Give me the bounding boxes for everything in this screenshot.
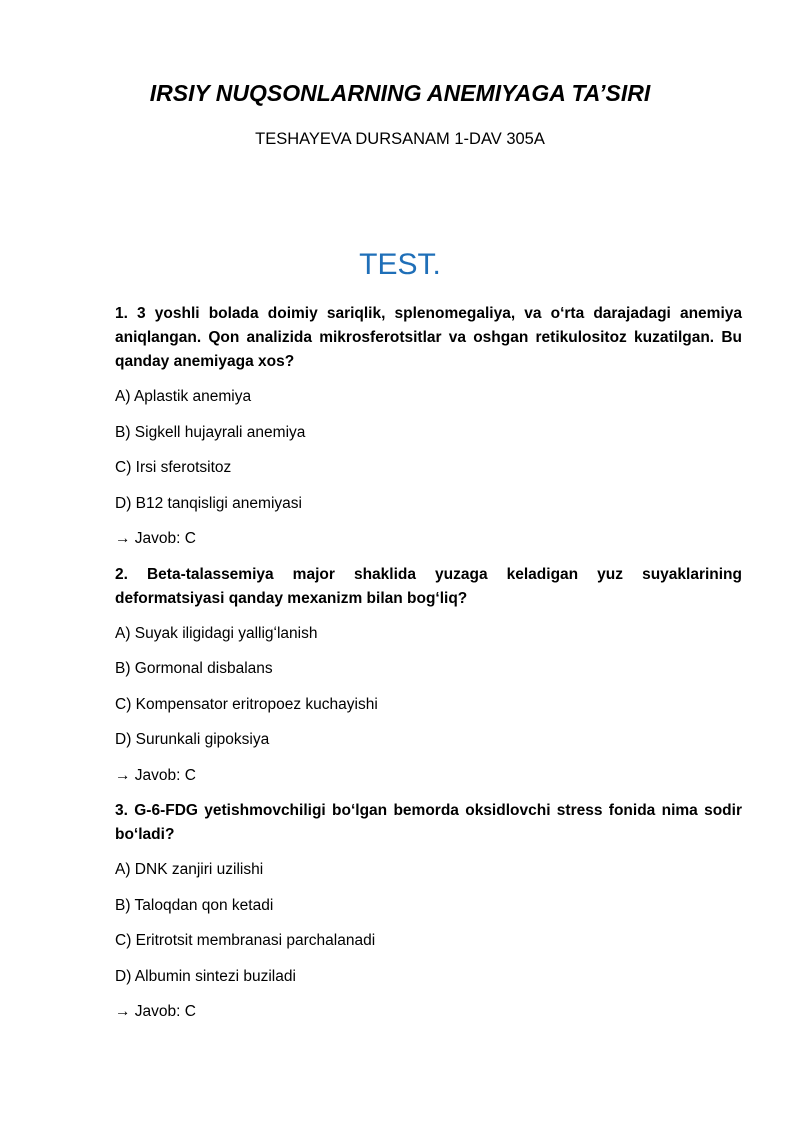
answer-option: D) Albumin sintezi buziladi (115, 967, 296, 985)
author-line: TESHAYEVA DURSANAM 1-DAV 305A (255, 130, 545, 148)
correct-answer: → Javob: C (115, 766, 196, 784)
answer-option: B) Taloqdan qon ketadi (115, 896, 274, 914)
answer-option: A) Suyak iligidagi yalligʻlanish (115, 624, 318, 642)
question-block (115, 799, 742, 1024)
answer-option: C) Irsi sferotsitoz (115, 459, 232, 476)
answer-option: D) Surunkali gipoksiya (115, 731, 270, 748)
answer-option: C) Kompensator eritropoez kuchayishi (115, 695, 378, 713)
question-text: 1. 3 yoshli bolada doimiy sariqlik, splenomegaliya, va oʻrta darajadagi anemiya aniqlangan. Qon analizida mikrosferotsitlar va oshgan retikulositoz kuzatilgan. Bu qanday anemiyaga xos? (115, 305, 742, 370)
answer-option: B) Gormonal disbalans (115, 660, 273, 677)
question-block (115, 563, 742, 788)
document-title: IRSIY NUQSONLARNING ANEMIYAGA TA’SIRI (149, 80, 651, 106)
questions-list (115, 302, 742, 1036)
answer-option: D) B12 tanqisligi anemiyasi (115, 494, 302, 512)
question-block (115, 302, 742, 551)
correct-answer: → Javob: C (115, 530, 196, 547)
answer-option: A) Aplastik anemiya (115, 388, 252, 405)
correct-answer: → Javob: C (115, 1003, 196, 1020)
test-heading: TEST. (359, 248, 441, 281)
answer-option: C) Eritrotsit membranasi parchalanadi (115, 932, 376, 949)
answer-option: B) Sigkell hujayrali anemiya (115, 423, 306, 441)
question-text: 2. Beta-talassemiya major shaklida yuzaga keladigan yuz suyaklarining deformatsiyasi qanday mexanizm bilan bogʻliq? (115, 565, 742, 607)
answer-option: A) DNK zanjiri uzilishi (115, 861, 264, 878)
question-text: 3. G-6-FDG yetishmovchiligi boʻlgan bemorda oksidlovchi stress fonida nima sodir boʻladi? (115, 802, 742, 843)
